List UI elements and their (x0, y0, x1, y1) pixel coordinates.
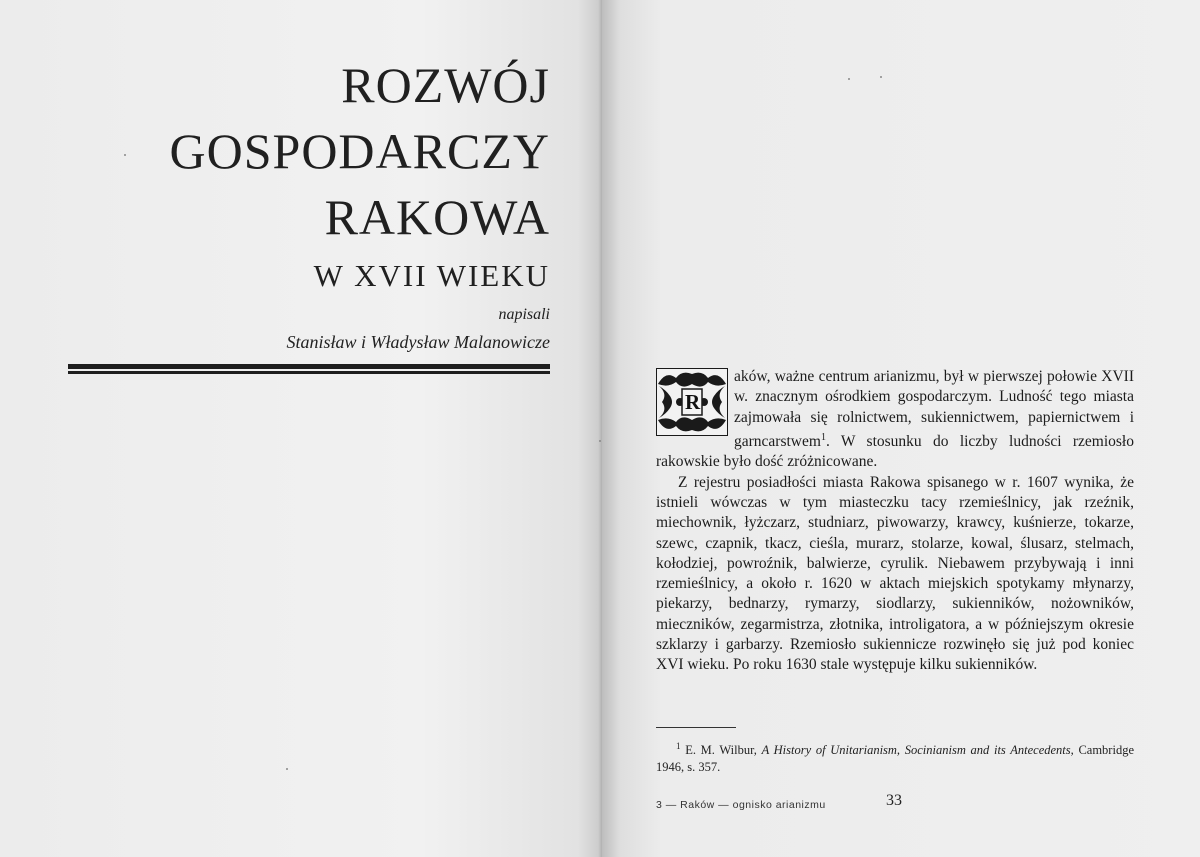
paper-speck (599, 440, 601, 442)
footnote-author: E. M. Wilbur, (685, 743, 757, 758)
main-text (656, 367, 1134, 676)
footnote-work-title: A History of Unitarianism, Socinianism and its Antecedents, (761, 743, 1074, 758)
paper-speck (848, 78, 850, 80)
paragraph-1 (656, 367, 1134, 473)
title-line-1: ROZWÓJ (341, 57, 550, 113)
title-rule-thin (68, 371, 550, 374)
title-line-3: RAKOWA (324, 189, 550, 245)
footnote-rule (656, 727, 736, 728)
title-line-2: GOSPODARCZY (169, 123, 550, 179)
ornamental-initial (656, 368, 728, 436)
byline-authors: Stanisław i Władysław Malanowicze (286, 332, 550, 352)
paragraph-1-text: aków, ważne centrum arianizmu, był w pierwszej połowie XVII w. znacznym ośrodkiem gospodarczym. Ludność tego miasta zajmowała się rolnictwem, sukiennictwem, papiernictwem i garncarstwem (734, 368, 1134, 451)
paragraph-1-end: . W stosunku do liczby ludności rzemiosło rakowskie było dość zróżnicowane. (656, 433, 1134, 471)
footnote (656, 738, 1134, 776)
title-rule-thick (68, 364, 550, 369)
printer-signature: 3 — Raków — ognisko arianizmu (656, 799, 826, 811)
paper-speck (286, 768, 288, 770)
paragraph-2: Z rejestru posiadłości miasta Rakowa spisanego w r. 1607 wynika, że istnieli wówczas w tym miasteczku tacy rzemieślnicy, jak rzeźnik, miechownik, łyżczarz, studniarz, piwowarzy, krawcy, kuśnierze, tokarze, szewc, czapnik, tkacz, cieśla, murarz, stolarze, kowal, ślusarz, stelmach, kołodziej, powroźnik, balwierze, cyrulik. Niebawem przybywają i inni rzemieślnicy, a około r. 1620 w aktach miejskich spotykamy młynarzy, piekarzy, bednarzy, rymarzy, siodlarzy, sukienników, nożowników, mieczników, zegarmistrza, złotnika, introligatora, a w późniejszym okresie szklarzy i garbarzy. Rzemiosło sukiennicze rozwinęło się już pod koniec XVI wieku. Po roku 1630 stale występuje kilku sukienników. (656, 473, 1134, 674)
page-number: 33 (886, 792, 902, 809)
title-line-4: W XVII WIEKU (313, 258, 550, 293)
byline-label: napisali (498, 306, 550, 323)
paper-speck (124, 154, 126, 156)
footnote-number: 1 (676, 741, 681, 751)
footnote-imprint: Cambridge 1946, s. 357. (656, 743, 1134, 775)
drop-cap-letter: R (685, 390, 701, 414)
footnote-ref: 1 (820, 431, 826, 443)
paper-speck (880, 76, 882, 78)
